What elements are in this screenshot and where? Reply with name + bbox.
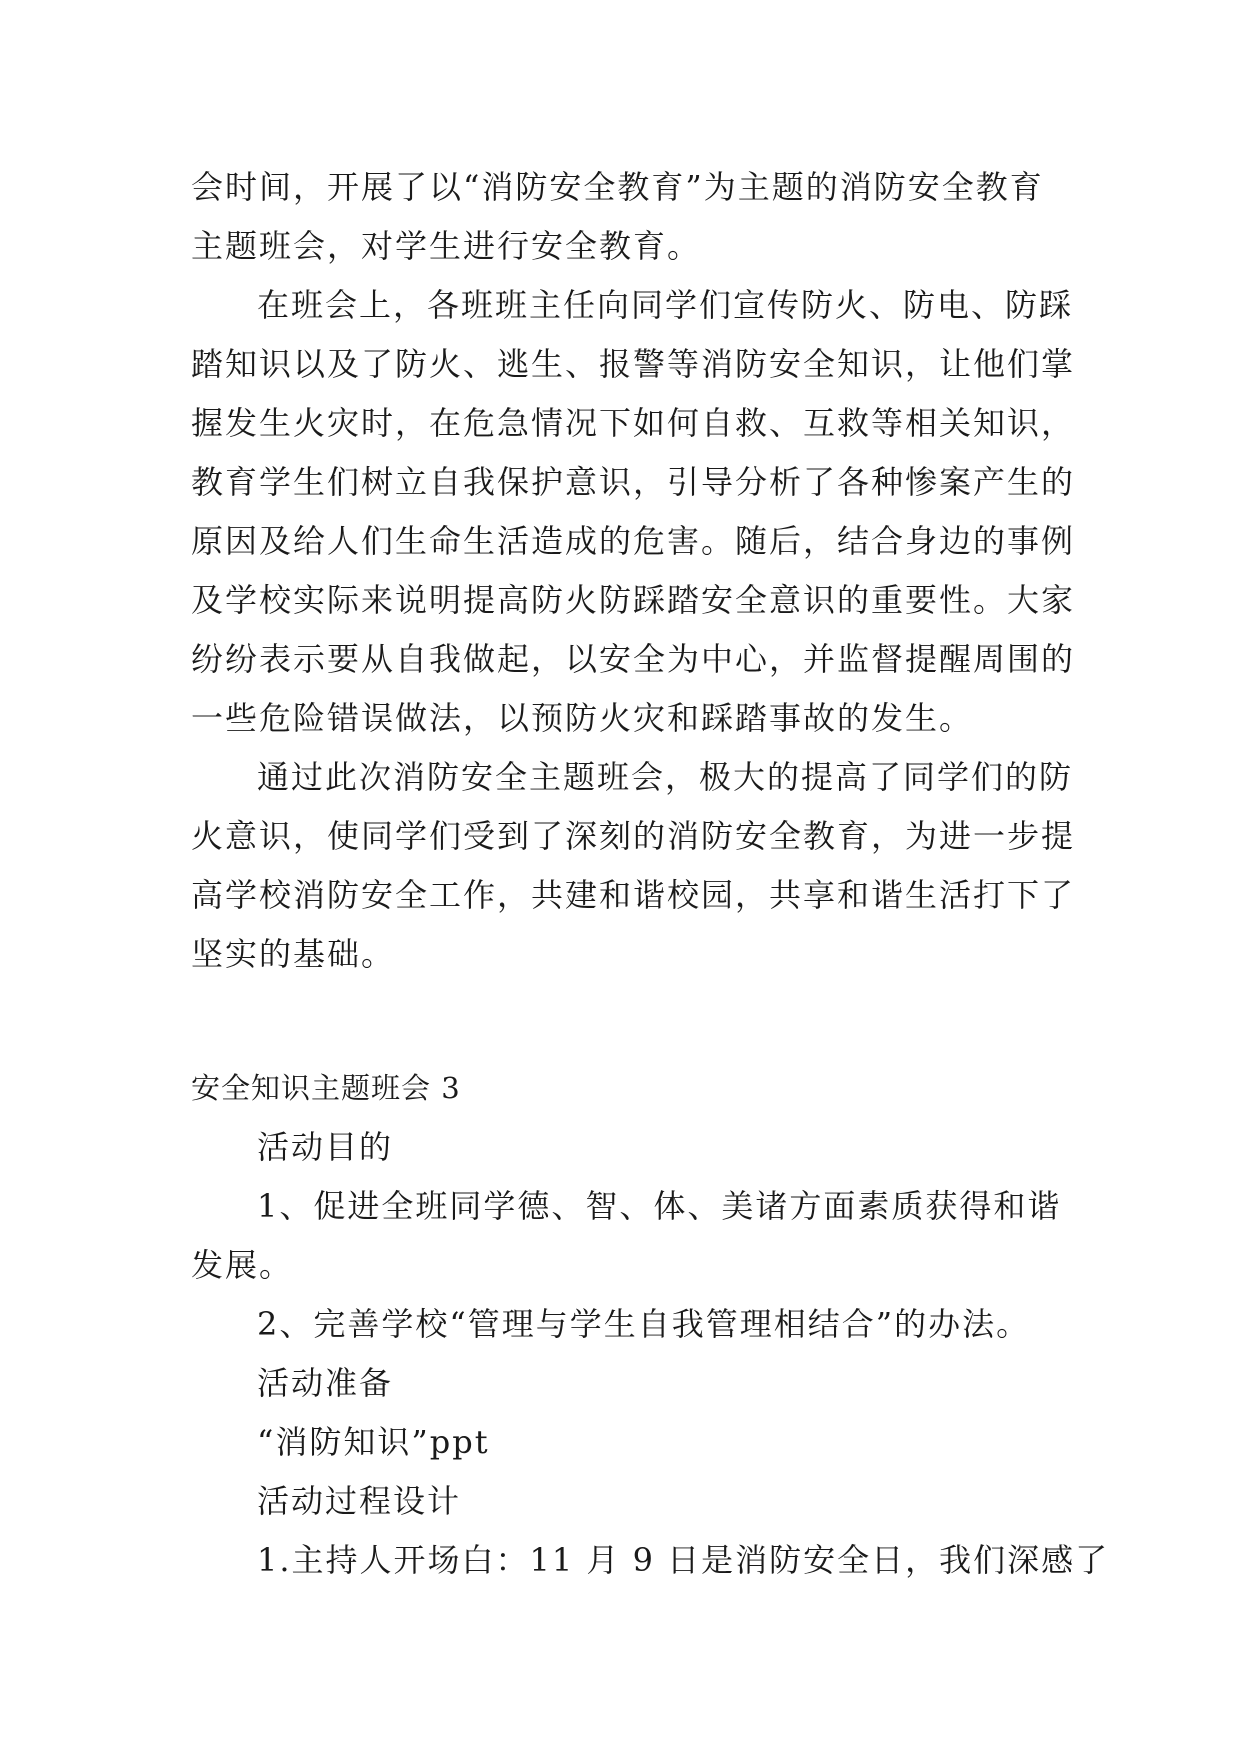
subheading-purpose: 活动目的 [257,1128,394,1166]
list-item: 1.主持人开场白：11 月 9 日是消防安全日，我们深感了 [257,1541,1110,1579]
paragraph-continuation [191,158,1051,276]
text-line: 1、促进全班同学德、智、体、美诸方面素质获得和谐 [257,1187,1062,1225]
text-line: 原因及给人们生命生活造成的危害。随后，结合身边的事例 [191,522,1076,560]
text-line: 一些危险错误做法，以预防火灾和踩踏事故的发生。 [191,699,974,737]
text-line: 会时间，开展了以“消防安全教育”为主题的消防安全教育 [191,168,1044,206]
text-line: 火意识，使同学们受到了深刻的消防安全教育，为进一步提 [191,817,1076,855]
subheading-preparation: 活动准备 [257,1364,394,1402]
text-line: 主题班会，对学生进行安全教育。 [191,227,702,265]
paragraph-conclusion [191,748,1076,984]
text-line: 纷纷表示要从自我做起，以安全为中心，并监督提醒周围的 [191,640,1076,678]
text-line: 握发生火灾时，在危急情况下如何自救、互救等相关知识， [191,404,1076,442]
text-line: 坚实的基础。 [191,935,396,973]
text-line: 在班会上，各班班主任向同学们宣传防火、防电、防踩 [257,286,1074,324]
document-body [191,158,1110,1590]
text-line: 踏知识以及了防火、逃生、报警等消防安全知识，让他们掌 [191,345,1076,383]
subheading-process: 活动过程设计 [257,1482,462,1520]
text-line: 高学校消防安全工作，共建和谐校园，共享和谐生活打下了 [191,876,1076,914]
list-item: “消防知识”ppt [257,1423,490,1461]
list-item [191,1177,1062,1295]
section-title: 安全知识主题班会 3 [191,1071,461,1105]
section-spacer [191,984,1051,1059]
text-line: 发展。 [191,1246,294,1284]
text-line: 教育学生们树立自我保护意识，引导分析了各种惨案产生的 [191,463,1076,501]
paragraph-class-meeting [191,276,1076,748]
list-item: 2、完善学校“管理与学生自我管理相结合”的办法。 [257,1305,1031,1343]
text-line: 通过此次消防安全主题班会，极大的提高了同学们的防 [257,758,1074,796]
text-line: 及学校实际来说明提高防火防踩踏安全意识的重要性。大家 [191,581,1076,619]
